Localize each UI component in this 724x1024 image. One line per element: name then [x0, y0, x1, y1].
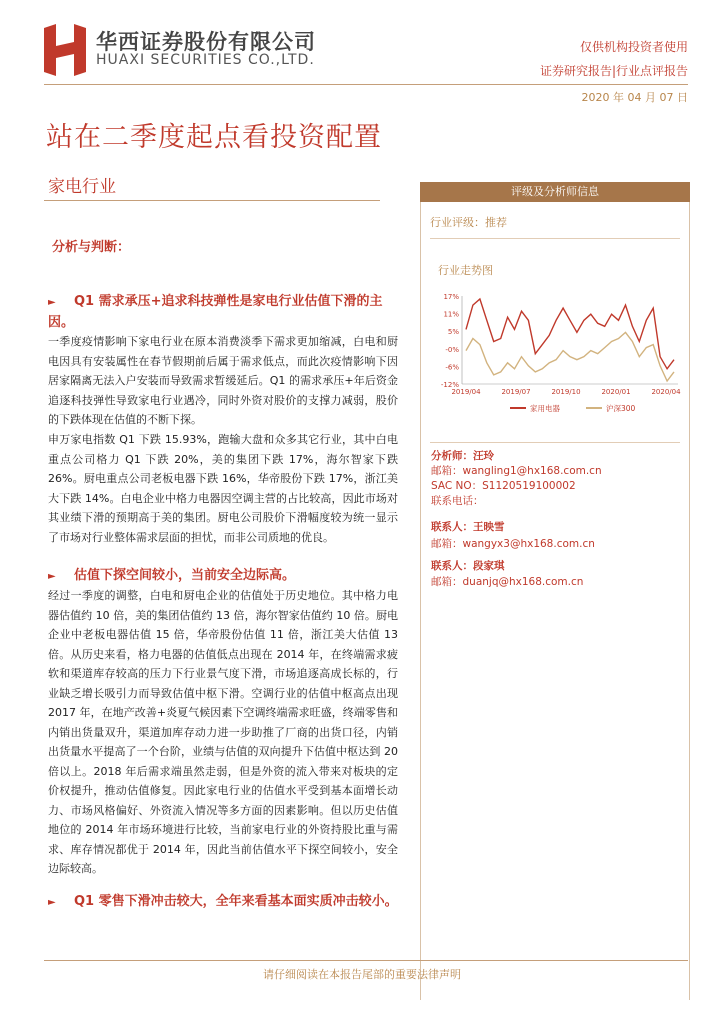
analyst-divider [430, 442, 680, 443]
legal-disclaimer-link[interactable]: 请仔细阅读在本报告尾部的重要法律声明 [263, 968, 461, 981]
sidebar-title: 评级及分析师信息 [420, 182, 690, 202]
industry-trend-chart [428, 288, 686, 420]
report-type: 证券研究报告|行业点评报告 [539, 64, 688, 78]
contact-1-email[interactable]: 邮箱：wangyx3@hx168.com.cn [431, 538, 595, 550]
company-name-en: HUAXI SECURITIES CO.,LTD. [96, 52, 315, 68]
analyst-name: 分析师：汪玲 [431, 450, 494, 462]
company-logo [44, 24, 88, 76]
y-tick-label: 5% [447, 328, 459, 337]
analyst-email[interactable]: 邮箱：wangling1@hx168.com.cn [431, 465, 602, 477]
x-tick-label: 2019/04 [451, 388, 481, 396]
section-heading-text: 估值下探空间较小，当前安全边际高。 [74, 568, 296, 583]
y-tick-label: -0% [445, 345, 459, 354]
x-tick-label: 2020/04 [651, 388, 681, 396]
arrow-icon: ► [48, 897, 56, 908]
industry-rating: 行业评级：推荐 [430, 216, 507, 229]
legend-label: 沪深300 [606, 404, 636, 413]
legend-label: 家用电器 [530, 404, 560, 413]
paragraph: 一季度疫情影响下家电行业在原本消费淡季下需求更加缩减，白电和厨电因具有安装属性在春节假期前后属于需求低点，而此次疫情影响下因居家隔离无法入户安装而导致需求暂缓延后。Q1 的需求承压+年后资金追逐科技弹性导致家电行业遇冷，同时外资对股价的支撑力减弱，股价的下跌体现在估值的不断下探。 [48, 335, 398, 426]
report-date: 2020 年 04 月 07 日 [581, 91, 688, 104]
header-divider [44, 84, 688, 85]
y-tick-label: 17% [443, 293, 459, 301]
analyst-phone: 联系电话： [431, 495, 484, 507]
industry-name: 家电行业 [48, 177, 116, 197]
section-heading-1 [48, 292, 398, 333]
paragraph: 经过一季度的调整，白电和厨电企业的估值处于历史地位。其中格力电器估值约 10 倍，美的集团估值约 13 倍，海尔智家估值约 10 倍。厨电企业中老板电器估值 15 倍，华帝股份估值 11 倍，浙江美大估值 13 倍。从历史来看，格力电器的估值低点出现在 2014 年，在终端需求疲软和渠道库存较高的压力下行业景气度下滑，市场追逐高成长标的，行业缺乏增长吸引力而导致估值中枢下滑。空调行业的估值中枢高点出现 2017 年，在地产改善+炎夏气候因素下空调终端需求旺盛，终端零售和内销出货量双升，渠道加库存动力进一步助推了厂商的出货口径，内销出货量水平提高了一个台阶，业绩与估值的双向提升下估值中枢达到 20 倍以上。2018 年后需求端虽然走弱，但是外资的流入带来对板块的定价权提升，推动估值修复。因此家电行业的估值水平受到基本面增长动力、市场风格偏好、外资流入情况等多方面的因素影响。但以历史估值地位的 2014 年市场环境进行比较，当前家电行业的外资持股比重与需求、库存情况都优于 2014 年，因此当前估值水平下探空间较小，安全边际较高。 [48, 589, 398, 875]
footer-divider [44, 960, 688, 961]
section-heading-3 [48, 892, 398, 913]
analysis-heading: 分析与判断： [52, 240, 131, 255]
section-heading-text: Q1 需求承压+追求科技弹性是家电行业估值下滑的主因。 [48, 294, 383, 330]
contact-1-name: 联系人：王映雪 [431, 521, 505, 533]
section-heading-text: Q1 零售下滑冲击较大，全年来看基本面实质冲击较小。 [74, 894, 398, 909]
x-tick-label: 2019/10 [551, 388, 581, 396]
audience-note: 仅供机构投资者使用 [579, 40, 688, 54]
contact-2-name: 联系人：段家琪 [431, 560, 505, 572]
trend-chart-label: 行业走势图 [438, 264, 493, 277]
chart-axes [462, 296, 678, 384]
arrow-icon: ► [48, 297, 56, 308]
series-line-1 [466, 299, 674, 369]
rating-divider [430, 238, 680, 239]
y-tick-label: -6% [445, 363, 459, 372]
section-heading-2 [48, 566, 398, 587]
y-tick-label: -12% [440, 381, 459, 389]
analyst-sac-no: SAC NO：S1120519100002 [431, 480, 576, 492]
industry-divider [44, 200, 380, 201]
company-name-cn: 华西证券股份有限公司 [96, 30, 316, 54]
paragraph: 申万家电指数 Q1 下跌 15.93%，跑输大盘和众多其它行业，其中白电重点公司格力 Q1 下跌 20%，美的集团下跌 17%，海尔智家下跌 26%。厨电重点公司老板电器下跌 16%，华帝股份下跌 17%，浙江美大下跌 14%。白电企业中格力电器因空调主营的占比较高，因此市场对其业绩下滑的预期高于美的集团。厨电公司股价下滑幅度较为统一显示了市场对行业整体需求层面的担忧，而非公司质地的优良。 [48, 433, 398, 544]
y-tick-label: 11% [443, 310, 459, 319]
contact-2-email[interactable]: 邮箱：duanjq@hx168.com.cn [431, 576, 584, 588]
report-title: 站在二季度起点看投资配置 [46, 122, 382, 153]
x-tick-label: 2019/07 [501, 388, 531, 396]
arrow-icon: ► [48, 571, 56, 582]
x-tick-label: 2020/01 [601, 388, 631, 396]
